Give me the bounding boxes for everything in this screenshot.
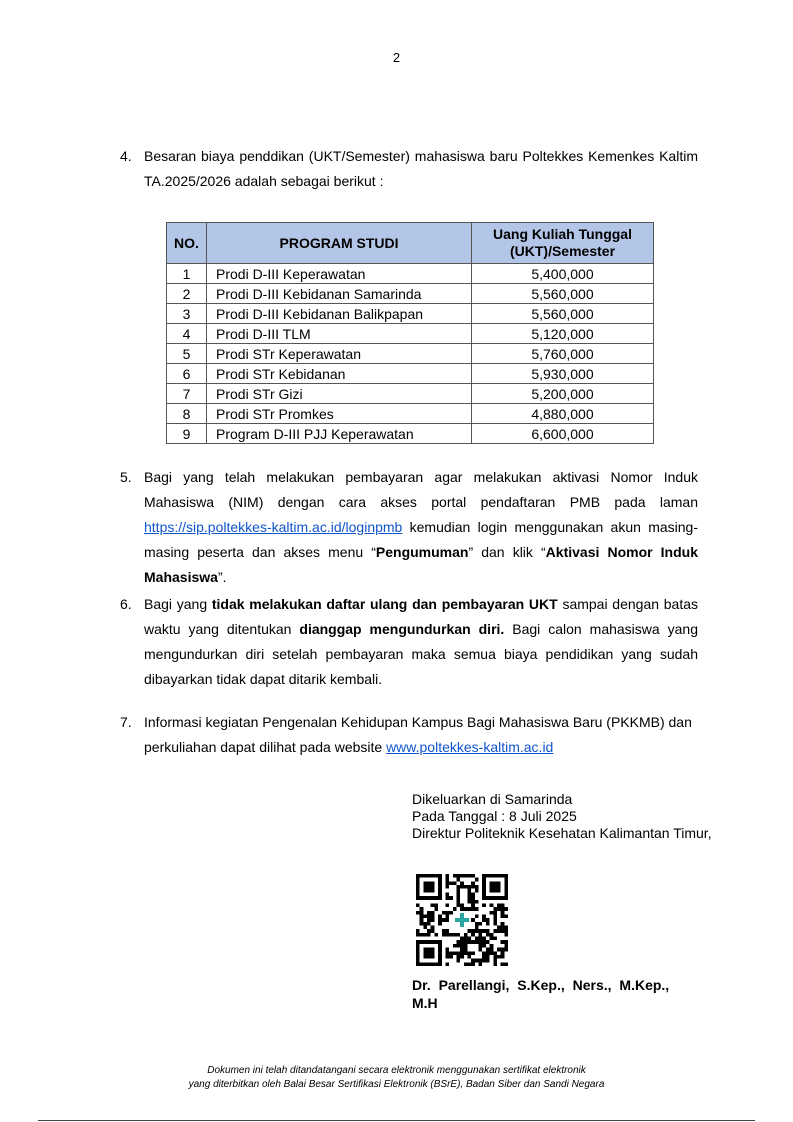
text-span: ”. [217, 569, 227, 585]
table-header-row [167, 223, 654, 264]
text-span: Informasi kegiatan Pengenalan Kehidupan Kampus Bagi Mahasiswa Baru (PKKMB) dan perkuliahan dapat dilihat pada website [144, 714, 692, 755]
header-no: NO. [167, 223, 207, 264]
text-span: Bagi calon mahasiswa yang mengundurkan diri setelah pembayaran maka semua biaya pendidikan yang sudah dibayarkan tidak dapat ditarik kembali. [144, 621, 698, 687]
cell-no: 9 [167, 424, 207, 444]
cell-prodi: Prodi STr Keperawatan [207, 344, 472, 364]
cell-no: 4 [167, 324, 207, 344]
cell-prodi: Prodi D-III Kebidanan Samarinda [207, 284, 472, 304]
cell-ukt: 5,120,000 [472, 324, 654, 344]
cell-ukt: 5,200,000 [472, 384, 654, 404]
cell-prodi: Prodi D-III Kebidanan Balikpapan [207, 304, 472, 324]
text-span: sampai dengan batas waktu yang ditentukan [144, 596, 699, 637]
table-row [167, 384, 654, 404]
list-item-text [144, 592, 698, 692]
table-row [167, 304, 654, 324]
table-row [167, 284, 654, 304]
qr-code-icon [416, 874, 508, 966]
issued-date: Pada Tanggal : 8 Juli 2025 [412, 808, 577, 824]
cell-no: 2 [167, 284, 207, 304]
table-row [167, 324, 654, 344]
cell-no: 3 [167, 304, 207, 324]
cell-prodi: Prodi STr Gizi [207, 384, 472, 404]
list-number: 7. [120, 714, 132, 730]
footer-line-1: Dokumen ini telah ditandatangani secara elektronik menggunakan sertifikat elektronik [207, 1065, 586, 1076]
header-ukt: Uang Kuliah Tunggal (UKT)/Semester [472, 223, 654, 264]
table-row [167, 424, 654, 444]
signer-name: Dr. Parellangi, S.Kep., Ners., M.Kep., M.H [412, 977, 670, 1011]
list-item-6 [120, 592, 698, 692]
footer-note [0, 1064, 793, 1092]
aktivasi-nim-label: Aktivasi Nomor Induk Mahasiswa [144, 544, 698, 585]
page-number: 2 [392, 50, 401, 65]
list-number: 4. [120, 148, 132, 164]
table-row [167, 364, 654, 384]
list-item-5 [120, 465, 698, 590]
list-item-text [144, 465, 698, 590]
list-item-7 [120, 710, 698, 760]
cell-ukt: 5,930,000 [472, 364, 654, 384]
list-item-text [144, 710, 698, 760]
issued-place: Dikeluarkan di Samarinda [412, 791, 573, 807]
cell-no: 5 [167, 344, 207, 364]
bold-text: tidak melakukan daftar ulang dan pembayaran UKT [211, 596, 558, 612]
list-number: 6. [120, 596, 132, 612]
cell-no: 6 [167, 364, 207, 384]
footer-line-2: yang diterbitkan oleh Balai Besar Sertifikasi Elektronik (BSrE), Badan Siber dan Sandi Negara [188, 1079, 605, 1090]
table-row [167, 264, 654, 284]
cell-prodi: Prodi D-III Keperawatan [207, 264, 472, 284]
list-item-4 [120, 144, 698, 194]
text-span: kemudian login menggunakan akun masing-masing peserta dan akses menu “ [144, 519, 698, 560]
table-row [167, 344, 654, 364]
menu-pengumuman-label: Pengumuman [375, 544, 469, 560]
cell-ukt: 4,880,000 [472, 404, 654, 424]
cell-prodi: Prodi D-III TLM [207, 324, 472, 344]
signature-block [412, 791, 718, 842]
cell-ukt: 5,760,000 [472, 344, 654, 364]
signer-position: Direktur Politeknik Kesehatan Kalimantan Timur, [412, 825, 712, 841]
text-span: Bagi yang [144, 596, 212, 612]
list-item-text: Besaran biaya penddikan (UKT/Semester) mahasiswa baru Poltekkes Kemenkes Kaltim TA.2025/2026 adalah sebagai berikut : [144, 148, 698, 189]
footer-divider [38, 1120, 755, 1121]
cell-no: 1 [167, 264, 207, 284]
list-number: 5. [120, 469, 132, 485]
cell-prodi: Prodi STr Promkes [207, 404, 472, 424]
cell-ukt: 5,560,000 [472, 284, 654, 304]
website-link[interactable]: www.poltekkes-kaltim.ac.id [386, 739, 554, 755]
cell-ukt: 5,560,000 [472, 304, 654, 324]
table-row [167, 404, 654, 424]
cell-prodi: Prodi STr Kebidanan [207, 364, 472, 384]
cell-ukt: 5,400,000 [472, 264, 654, 284]
text-span: ” dan klik “ [468, 544, 546, 560]
cell-ukt: 6,600,000 [472, 424, 654, 444]
bold-text: dianggap mengundurkan diri. [299, 621, 505, 637]
loginpmb-link[interactable]: https://sip.poltekkes-kaltim.ac.id/loginpmb [144, 519, 403, 535]
cell-no: 7 [167, 384, 207, 404]
cell-prodi: Program D-III PJJ Keperawatan [207, 424, 472, 444]
ukt-table [166, 222, 654, 444]
cell-no: 8 [167, 404, 207, 424]
header-program-studi: PROGRAM STUDI [207, 223, 472, 264]
text-span: Bagi yang telah melakukan pembayaran agar melakukan aktivasi Nomor Induk Mahasiswa (NIM) dengan cara akses portal pendaftaran PMB pada laman [144, 469, 698, 510]
